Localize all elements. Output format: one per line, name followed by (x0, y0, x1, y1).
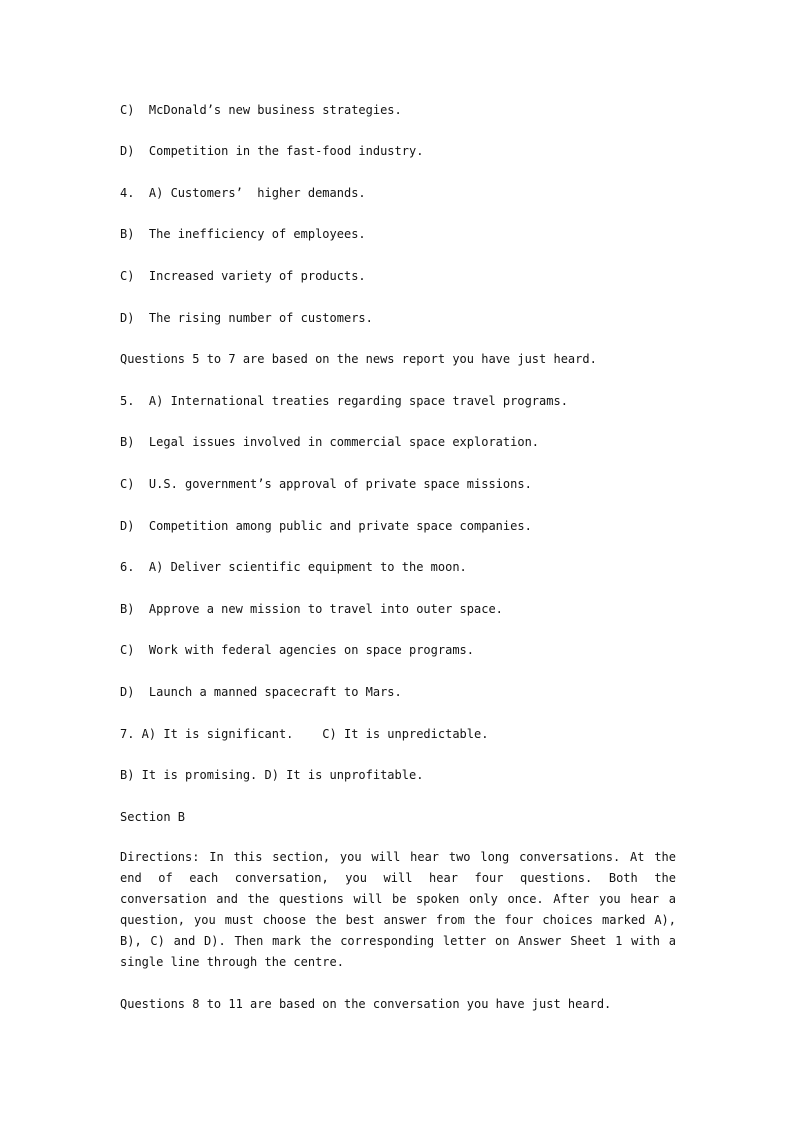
question-7-options-a-c: 7. A) It is significant. C) It is unpredictable. (120, 727, 489, 741)
document-page (120, 0, 676, 1123)
questions-8-11-heading: Questions 8 to 11 are based on the conversation you have just heard. (120, 997, 612, 1011)
question-4-option-a: 4. A) Customers’ higher demands. (120, 186, 366, 200)
option-3d: D) Competition in the fast-food industry. (120, 144, 424, 158)
option-3c: C) McDonald’s new business strategies. (120, 103, 402, 117)
question-6-option-a: 6. A) Deliver scientific equipment to the moon. (120, 560, 467, 574)
option-5b: B) Legal issues involved in commercial space exploration. (120, 435, 540, 449)
section-b-directions: Directions: In this section, you will hear two long conversations. At the end of each conversation, you will hear four questions. Both the conversation and the questions will be spoken only once. After you hear a question, you must choose the best answer from the four choices marked A), B), C) and D). Then mark the corresponding letter on Answer Sheet 1 with a single line through the centre. (120, 850, 676, 969)
option-6b: B) Approve a new mission to travel into outer space. (120, 602, 503, 616)
option-4d: D) The rising number of customers. (120, 311, 373, 325)
option-4b: B) The inefficiency of employees. (120, 227, 366, 241)
option-6c: C) Work with federal agencies on space programs. (120, 643, 475, 657)
section-b-heading: Section B (120, 810, 186, 824)
option-4c: C) Increased variety of products. (120, 269, 366, 283)
questions-5-7-heading: Questions 5 to 7 are based on the news report you have just heard. (120, 352, 597, 366)
option-6d: D) Launch a manned spacecraft to Mars. (120, 685, 402, 699)
question-7-options-b-d: B) It is promising. D) It is unprofitable. (120, 768, 424, 782)
question-5-option-a: 5. A) International treaties regarding space travel programs. (120, 394, 568, 408)
option-5c: C) U.S. government’s approval of private space missions. (120, 477, 532, 491)
option-5d: D) Competition among public and private space companies. (120, 519, 532, 533)
